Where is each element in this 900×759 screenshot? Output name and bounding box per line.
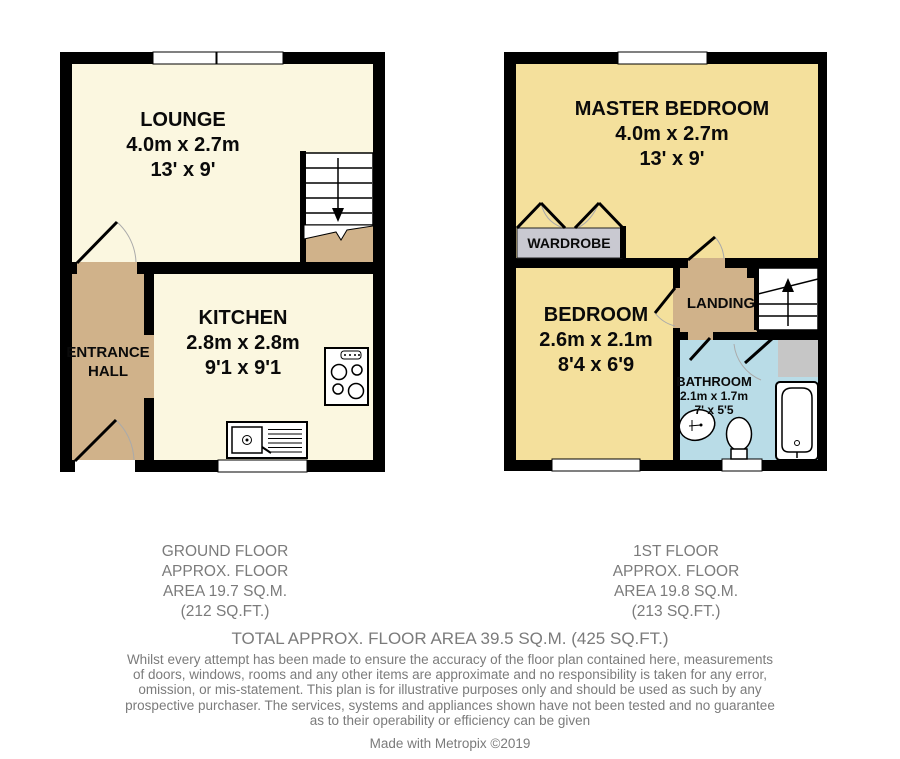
summary-line: AREA 19.7 SQ.M. — [162, 583, 288, 600]
room-name: BEDROOM — [543, 304, 649, 326]
airing-cupboard — [778, 340, 818, 377]
bathroom-label — [670, 375, 758, 417]
room-metric: 2.8m x 2.8m — [186, 332, 300, 354]
room-imperial: 8'4 x 6'9 — [557, 354, 635, 376]
disclaimer — [40, 652, 860, 728]
room-imperial: 13' x 9' — [150, 159, 216, 181]
lounge-door-opening — [77, 262, 137, 274]
room-name: KITCHEN — [198, 307, 288, 329]
room-name: BATHROOM — [676, 374, 752, 389]
lounge-label — [103, 108, 263, 183]
wardrobe-label — [517, 233, 621, 253]
ground-floor-plan — [50, 42, 395, 482]
disclaimer-line: as to their operability or efficiency can be given — [309, 712, 591, 728]
room-name: LANDING — [686, 295, 756, 312]
disclaimer-line: Whilst every attempt has been made to ensure the accuracy of the floor plan contained here, measurements — [126, 652, 774, 667]
room-metric: 4.0m x 2.7m — [126, 134, 240, 156]
sink-unit-icon — [227, 422, 307, 458]
entrance-hall-label — [64, 343, 152, 381]
metropix-credit: Made with Metropix ©2019 — [369, 736, 531, 751]
disclaimer-line: prospective purchaser. The services, systems and appliances shown have not been tested and no guarantee — [125, 697, 775, 713]
room-metric: 4.0m x 2.7m — [615, 123, 729, 145]
master-door-opening — [688, 258, 725, 268]
kitchen-label — [163, 306, 323, 381]
summary-line: GROUND FLOOR — [161, 543, 289, 560]
room-name: ENTRANCE — [66, 344, 150, 361]
total-floor-area: TOTAL APPROX. FLOOR AREA 39.5 SQ.M. (425 SQ.FT.) — [231, 629, 669, 648]
room-name: LOUNGE — [140, 109, 226, 131]
room-imperial: 9'1 x 9'1 — [204, 357, 282, 379]
room-name: MASTER BEDROOM — [574, 98, 770, 120]
room-metric: 2.6m x 2.1m — [539, 329, 653, 351]
summary-line: (212 SQ.FT.) — [180, 603, 270, 620]
room-name: HALL — [88, 363, 128, 380]
hob-icon — [325, 348, 368, 405]
disclaimer-line: omission, or mis-statement. This plan is for illustrative purposes only and should be used as such by any — [138, 682, 762, 698]
ground-floor-summary — [75, 542, 375, 622]
disclaimer-line: of doors, windows, rooms and any other items are approximate and no responsibility is taken for any error, — [132, 667, 768, 683]
bath-icon — [776, 382, 818, 460]
landing-label — [682, 295, 760, 313]
bedroom-label — [516, 303, 676, 378]
room-metric: 2.1m x 1.7m — [679, 389, 749, 403]
summary-line: APPROX. FLOOR — [612, 563, 740, 580]
room-imperial: 13' x 9' — [639, 148, 705, 170]
summary-line: AREA 19.8 SQ.M. — [613, 583, 739, 600]
room-name: WARDROBE — [527, 235, 611, 251]
front-door-opening — [75, 460, 135, 472]
room-imperial: 7' x 5'5 — [694, 403, 734, 417]
summary-line: 1ST FLOOR — [633, 543, 719, 560]
stairs-down — [300, 151, 373, 262]
first-floor-summary — [526, 542, 826, 622]
toilet-icon — [727, 418, 752, 460]
first-floor-plan — [494, 42, 839, 482]
summary-line: APPROX. FLOOR — [161, 563, 289, 580]
summary-line: (213 SQ.FT.) — [631, 603, 721, 620]
master-bedroom-label — [552, 97, 792, 172]
